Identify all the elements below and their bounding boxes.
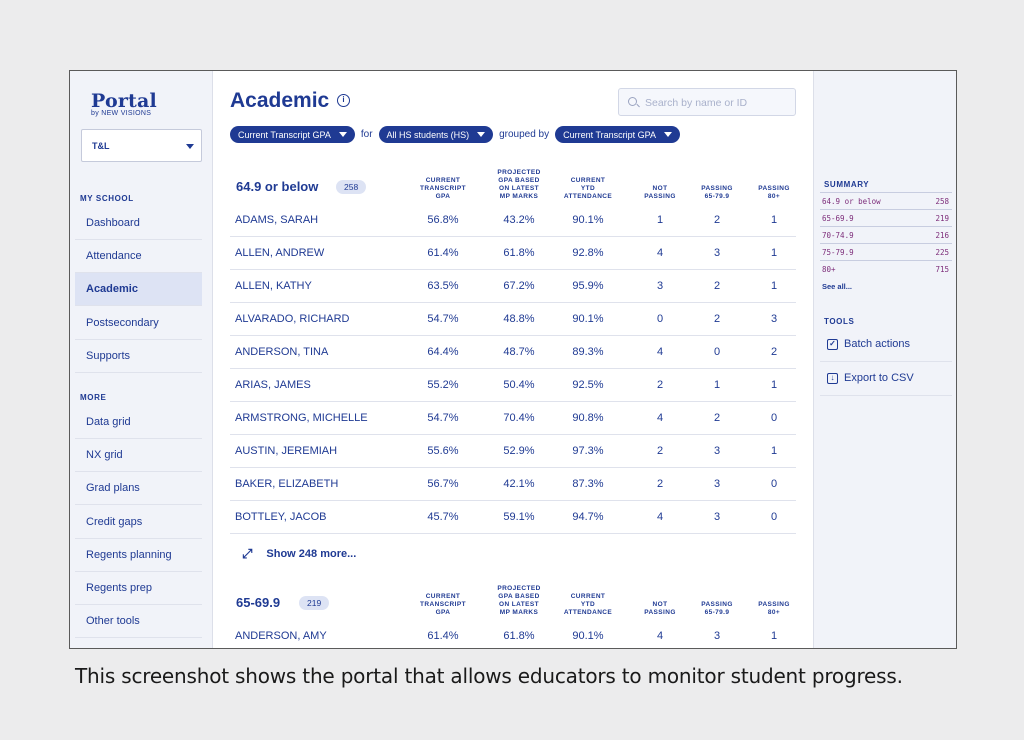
right-panel xyxy=(813,71,957,648)
metric-cell: 61.8% xyxy=(503,630,535,642)
metric-cell: 90.1% xyxy=(572,630,604,642)
school-select[interactable] xyxy=(81,129,202,162)
metric-cell: 4 xyxy=(656,346,664,358)
sidebar-item-postsecondary[interactable]: Postsecondary xyxy=(75,307,202,340)
metric-cell: 42.1% xyxy=(503,478,535,490)
portal-logo[interactable] xyxy=(91,90,157,117)
export-csv-label: Export to CSV xyxy=(844,372,914,384)
metric-cell: 2 xyxy=(656,379,664,391)
metric-cell: 55.6% xyxy=(427,445,459,457)
summary-row[interactable] xyxy=(820,226,952,243)
summary-value: 219 xyxy=(935,214,949,223)
caption: This screenshot shows the portal that allows educators to monitor student progress. xyxy=(75,664,903,688)
sidebar-item-data-grid[interactable]: Data grid xyxy=(75,406,202,439)
column-header[interactable]: NOT PASSING xyxy=(644,185,676,200)
metric-cell: 1 xyxy=(770,280,778,292)
sidebar-item-supports[interactable]: Supports xyxy=(75,340,202,373)
column-header[interactable]: PASSING 65-79.9 xyxy=(701,601,733,616)
student-name[interactable]: ANDERSON, TINA xyxy=(235,346,329,358)
student-row[interactable] xyxy=(230,336,796,369)
student-row[interactable] xyxy=(230,402,796,435)
download-icon: ↓ xyxy=(827,373,838,384)
column-header[interactable]: CURRENT YTD ATTENDANCE xyxy=(563,593,613,616)
population-dropdown-label: All HS students (HS) xyxy=(386,129,470,140)
summary-value: 715 xyxy=(935,265,949,274)
sidebar-item-grad-plans[interactable]: Grad plans xyxy=(75,472,202,505)
expand-icon: ⤢ xyxy=(242,546,253,561)
summary-label: 75-79.9 xyxy=(822,248,854,257)
sidebar-item-other-tools[interactable]: Other tools xyxy=(75,605,202,638)
sidebar-item-credit-gaps[interactable]: Credit gaps xyxy=(75,506,202,539)
metric-cell: 92.8% xyxy=(572,247,604,259)
see-all-link[interactable]: See all... xyxy=(822,282,853,291)
summary-value: 258 xyxy=(935,197,949,206)
metric-cell: 48.8% xyxy=(503,313,535,325)
metric-cell: 4 xyxy=(656,630,664,642)
metric-cell: 54.7% xyxy=(427,313,459,325)
column-header[interactable]: CURRENT TRANSCRIPT GPA xyxy=(420,177,466,200)
student-name[interactable]: ALLEN, KATHY xyxy=(235,280,312,292)
summary-value: 216 xyxy=(935,231,949,240)
metric-cell: 87.3% xyxy=(572,478,604,490)
batch-actions-button[interactable] xyxy=(820,329,952,362)
metric-cell: 0 xyxy=(713,346,721,358)
count-badge: 219 xyxy=(299,596,329,610)
batch-actions-label: Batch actions xyxy=(844,338,911,350)
summary-label: 70-74.9 xyxy=(822,231,854,240)
student-row[interactable] xyxy=(230,435,796,468)
metric-cell: 92.5% xyxy=(572,379,604,391)
logo-subtitle: by NEW VISIONS xyxy=(91,110,152,117)
tools-heading: TOOLS xyxy=(824,317,855,326)
student-name[interactable]: ALVARADO, RICHARD xyxy=(235,313,350,325)
metric-cell: 3 xyxy=(713,247,721,259)
column-header[interactable]: PROJECTED GPA BASED ON LATEST MP MARKS xyxy=(497,169,541,200)
metric-cell: 55.2% xyxy=(427,379,459,391)
count-badge: 258 xyxy=(336,180,366,194)
metric-cell: 1 xyxy=(770,445,778,457)
student-row[interactable] xyxy=(230,303,796,336)
caret-down-icon xyxy=(477,132,485,137)
metric-cell: 2 xyxy=(713,313,721,325)
metric-cell: 4 xyxy=(656,511,664,523)
student-name[interactable]: ARIAS, JAMES xyxy=(235,379,311,391)
metric-cell: 2 xyxy=(713,214,721,226)
metric-cell: 4 xyxy=(656,412,664,424)
metric-cell: 2 xyxy=(713,280,721,292)
sidebar-item-regents-prep[interactable]: Regents prep xyxy=(75,572,202,605)
metric-cell: 3 xyxy=(713,478,721,490)
metric-cell: 3 xyxy=(656,280,664,292)
search-icon xyxy=(628,97,637,106)
metric-cell: 89.3% xyxy=(572,346,604,358)
student-name[interactable]: AUSTIN, JEREMIAH xyxy=(235,445,338,457)
sidebar-item-academic[interactable]: Academic xyxy=(75,273,202,306)
section-more: MORE xyxy=(80,393,107,402)
summary-value: 225 xyxy=(935,248,949,257)
summary-label: 80+ xyxy=(822,265,836,274)
summary-row[interactable] xyxy=(820,192,952,209)
metric-cell: 94.7% xyxy=(572,511,604,523)
metric-cell: 64.4% xyxy=(427,346,459,358)
metric-cell: 3 xyxy=(713,445,721,457)
metric-cell: 56.8% xyxy=(427,214,459,226)
column-header[interactable]: CURRENT YTD ATTENDANCE xyxy=(563,177,613,200)
metric-cell: 67.2% xyxy=(503,280,535,292)
metric-cell: 63.5% xyxy=(427,280,459,292)
metric-cell: 3 xyxy=(770,313,778,325)
app-window xyxy=(69,70,957,649)
metric-cell: 61.4% xyxy=(427,247,459,259)
metric-cell: 1 xyxy=(770,630,778,642)
metric-cell: 52.9% xyxy=(503,445,535,457)
summary-row[interactable] xyxy=(820,260,952,277)
column-header[interactable]: PASSING 65-79.9 xyxy=(701,185,733,200)
metric-cell: 48.7% xyxy=(503,346,535,358)
summary-label: 64.9 or below xyxy=(822,197,881,206)
metric-cell: 90.1% xyxy=(572,313,604,325)
logo-brand: Portal xyxy=(91,90,157,112)
column-header[interactable]: NOT PASSING xyxy=(644,601,676,616)
caret-down-icon xyxy=(339,132,347,137)
school-select-value: T&L xyxy=(92,141,110,151)
metric-dropdown[interactable] xyxy=(230,126,355,143)
metric-cell: 70.4% xyxy=(503,412,535,424)
metric-cell: 1 xyxy=(770,379,778,391)
summary-label: 65-69.9 xyxy=(822,214,854,223)
main-content xyxy=(213,71,813,648)
metric-cell: 0 xyxy=(770,412,778,424)
student-row[interactable] xyxy=(230,237,796,270)
metric-cell: 2 xyxy=(656,478,664,490)
group-title: 64.9 or below xyxy=(236,179,319,194)
column-header[interactable]: CURRENT TRANSCRIPT GPA xyxy=(420,593,466,616)
left-sidebar xyxy=(70,71,213,648)
search-input[interactable] xyxy=(645,95,790,110)
grouped-by-label: grouped by xyxy=(499,129,550,140)
search-box[interactable] xyxy=(618,88,796,116)
caret-down-icon xyxy=(186,144,194,149)
metric-cell: 0 xyxy=(770,478,778,490)
summary-row[interactable] xyxy=(820,243,952,260)
metric-cell: 2 xyxy=(713,412,721,424)
metric-cell: 61.4% xyxy=(427,630,459,642)
metric-cell: 2 xyxy=(770,346,778,358)
sidebar-item-regents-planning[interactable]: Regents planning xyxy=(75,539,202,572)
metric-cell: 0 xyxy=(770,511,778,523)
metric-cell: 4 xyxy=(656,247,664,259)
grouping-dropdown[interactable] xyxy=(555,126,680,143)
metric-cell: 1 xyxy=(713,379,721,391)
student-row[interactable] xyxy=(230,501,796,534)
metric-cell: 90.1% xyxy=(572,214,604,226)
column-header[interactable]: PASSING 80+ xyxy=(758,601,790,616)
export-csv-button[interactable] xyxy=(820,363,952,396)
student-name[interactable]: ARMSTRONG, MICHELLE xyxy=(235,412,368,424)
caret-down-icon xyxy=(664,132,672,137)
student-name[interactable]: ANDERSON, AMY xyxy=(235,630,327,642)
metric-cell: 45.7% xyxy=(427,511,459,523)
student-row[interactable] xyxy=(230,369,796,402)
summary-heading: SUMMARY xyxy=(824,180,870,189)
sidebar-item-nx-grid[interactable]: NX grid xyxy=(75,439,202,472)
show-more-button[interactable] xyxy=(242,546,356,562)
metric-cell: 1 xyxy=(656,214,664,226)
population-dropdown[interactable] xyxy=(379,126,494,143)
show-more-label: Show 248 more... xyxy=(266,548,357,560)
filter-row xyxy=(230,126,680,143)
student-row[interactable] xyxy=(230,468,796,501)
metric-cell: 90.8% xyxy=(572,412,604,424)
metric-cell: 3 xyxy=(713,630,721,642)
student-name[interactable]: BAKER, ELIZABETH xyxy=(235,478,339,490)
column-header[interactable]: PASSING 80+ xyxy=(758,185,790,200)
metric-dropdown-label: Current Transcript GPA xyxy=(238,129,331,140)
student-name[interactable]: ALLEN, ANDREW xyxy=(235,247,325,259)
metric-cell: 2 xyxy=(656,445,664,457)
metric-cell: 3 xyxy=(713,511,721,523)
metric-cell: 50.4% xyxy=(503,379,535,391)
metric-cell: 61.8% xyxy=(503,247,535,259)
metric-cell: 1 xyxy=(770,247,778,259)
metric-cell: 97.3% xyxy=(572,445,604,457)
info-icon[interactable]: i xyxy=(337,94,350,107)
metric-cell: 1 xyxy=(770,214,778,226)
metric-cell: 56.7% xyxy=(427,478,459,490)
metric-cell: 59.1% xyxy=(503,511,535,523)
for-label: for xyxy=(360,129,373,140)
sidebar-item-attendance[interactable]: Attendance xyxy=(75,240,202,273)
page-title: Academic xyxy=(230,89,330,112)
sidebar-item-dashboard[interactable]: Dashboard xyxy=(75,207,202,240)
student-row[interactable] xyxy=(230,270,796,303)
metric-cell: 54.7% xyxy=(427,412,459,424)
checkbox-icon: ✓ xyxy=(827,339,838,350)
group-title: 65-69.9 xyxy=(236,595,281,610)
metric-cell: 95.9% xyxy=(572,280,604,292)
metric-cell: 0 xyxy=(656,313,664,325)
student-name[interactable]: ADAMS, SARAH xyxy=(235,214,319,226)
summary-row[interactable] xyxy=(820,209,952,226)
section-my-school: MY SCHOOL xyxy=(80,194,134,203)
student-row[interactable] xyxy=(230,204,796,237)
metric-cell: 43.2% xyxy=(503,214,535,226)
student-row[interactable] xyxy=(230,620,796,649)
student-name[interactable]: BOTTLEY, JACOB xyxy=(235,511,327,523)
grouping-dropdown-label: Current Transcript GPA xyxy=(563,129,656,140)
column-header[interactable]: PROJECTED GPA BASED ON LATEST MP MARKS xyxy=(497,585,541,616)
